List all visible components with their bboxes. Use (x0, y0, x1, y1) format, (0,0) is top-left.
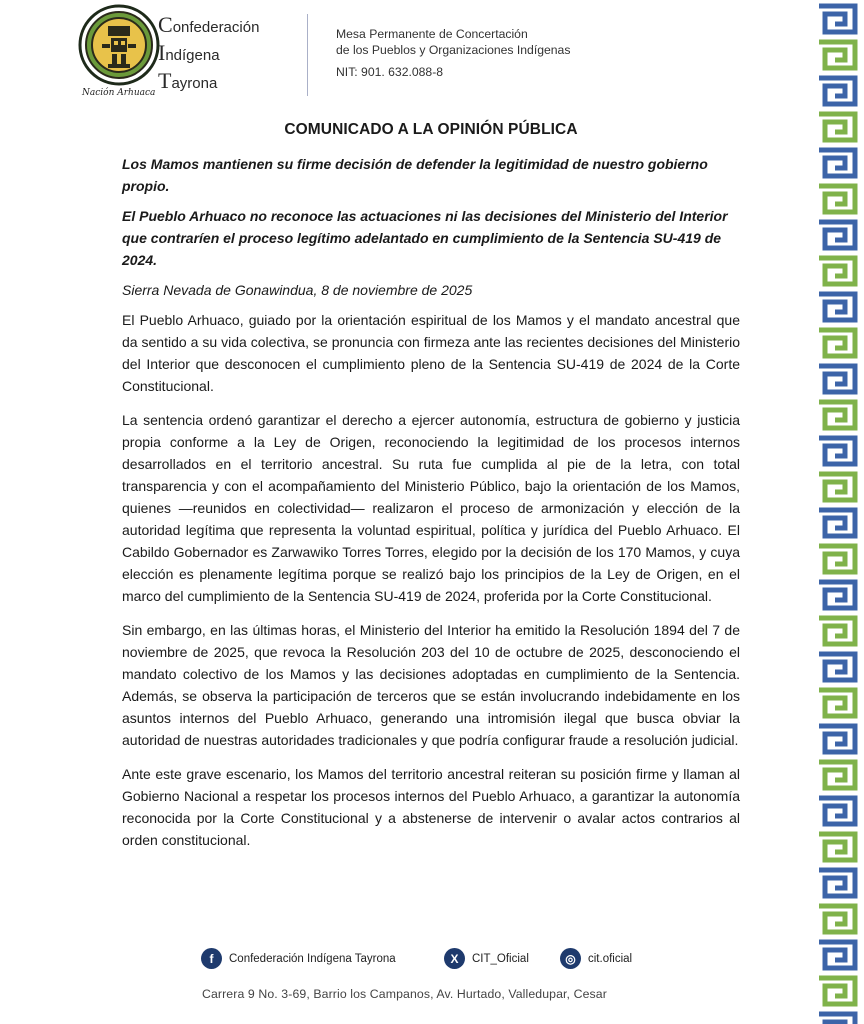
facebook-label: Confederación Indígena Tayrona (229, 952, 396, 965)
mesa-line2: de los Pueblos y Organizaciones Indígenas (336, 43, 571, 57)
facebook-link[interactable] (201, 948, 396, 969)
org-name-line2: ndígena (165, 47, 220, 64)
paragraph-4: Ante este grave escenario, los Mamos del territorio ancestral reiteran su posición firme y llaman al Gobierno Nacional a respetar los procesos internos del Pueblo Arhuaco, a garantizar la autonomía reconocida por la Corte Constitucional y a abstenerse de intervenir o avalar actos contrarios al orden constitucional. (122, 766, 740, 848)
org-initial-i: I (158, 40, 166, 65)
cit-logo (78, 4, 160, 86)
org-name-line3: ayrona (171, 75, 218, 92)
org-name (158, 12, 259, 96)
nacion-arhuaca-label: Nación Arhuaca (82, 88, 156, 98)
x-icon: X (444, 948, 465, 969)
paragraph-3: Sin embargo, en las últimas horas, el Ministerio del Interior ha emitido la Resolución 1894 del 7 de noviembre de 2025, que revoca la Resolución 203 del 10 de octubre de 2025, desconociendo el mandato colectivo de los Mamos y las decisiones adoptadas en cumplimiento de la Sentencia. Además, se observa la participación de terceros que se están involucrando indebidamente en los asuntos internos del Pueblo Arhuaco, generando una intromisión ilegal que busca obviar la autoridad de nuestras autoridades tradicionales y que podría configurar fraude a resolución judicial. (122, 622, 740, 748)
org-initial-c: C (158, 12, 173, 37)
x-link[interactable] (444, 948, 529, 969)
paragraph-1: El Pueblo Arhuaco, guiado por la orientación espiritual de los Mamos y el mandato ancestral que da sentido a su vida colectiva, se pronuncia con firmeza ante las recientes decisiones del Ministerio del Interior que desconocen el cumplimiento pleno de la Sentencia SU-419 de 2024 de la Corte Constitucional. (122, 312, 740, 394)
decorative-border (807, 0, 864, 1024)
instagram-label: cit.oficial (588, 952, 633, 965)
org-initial-t: T (158, 68, 172, 93)
mesa-info (336, 26, 570, 80)
communique-body (122, 120, 740, 851)
paragraph-2: La sentencia ordenó garantizar el derecho a ejercer autonomía, estructura de gobierno y justicia propia conforme a la Ley de Origen, reconociendo la legitimidad de los procesos internos desarrollados en el territorio ancestral. Su ruta fue cumplida al pie de la letra, con total transparencia y con el acompañamiento del Ministerio Público, bajo la orientación de los Mamos, quienes —reunidos en colectividad— realizaron el proceso de armonización y elección de la autoridad legítima que representa la voluntad espiritual, política y jurídica del Pueblo Arhuaco. El Cabildo Gobernador es Zarwawiko Torres Torres, elegido por la decisión de los 170 Mamos, y cuya elección es plenamente legítima porque se realizó bajo los principios de la Ley de Origen, en el marco del cumplimiento de la Sentencia SU-419 de 2024, proferida por la Corte Constitucional. (122, 412, 740, 604)
instagram-icon: ◎ (560, 948, 581, 969)
page-title: COMUNICADO A LA OPINIÓN PÚBLICA (284, 121, 578, 138)
header-divider (307, 14, 308, 96)
mesa-line1: Mesa Permanente de Concertación (336, 27, 528, 41)
document-date: Sierra Nevada de Gonawindua, 8 de noviembre de 2025 (122, 282, 473, 298)
cit-logo-emblem-icon (78, 4, 160, 86)
subtitle-1: Los Mamos mantienen su firme decisión de defender la legitimidad de nuestro gobierno propio. (122, 156, 708, 194)
subtitle-2: El Pueblo Arhuaco no reconoce las actuaciones ni las decisiones del Ministerio del Interior que contraríen el proceso legítimo adelantado en cumplimiento de la Sentencia SU-419 de 2024. (122, 208, 728, 268)
org-name-line1: onfederación (172, 19, 260, 36)
footer-address: Carrera 9 No. 3-69, Barrio los Campanos, Av. Hurtado, Valledupar, Cesar (202, 987, 607, 1001)
nit-number: NIT: 901. 632.088-8 (336, 65, 444, 79)
facebook-icon: f (201, 948, 222, 969)
x-label: CIT_Oficial (472, 952, 529, 965)
instagram-link[interactable] (560, 948, 632, 969)
